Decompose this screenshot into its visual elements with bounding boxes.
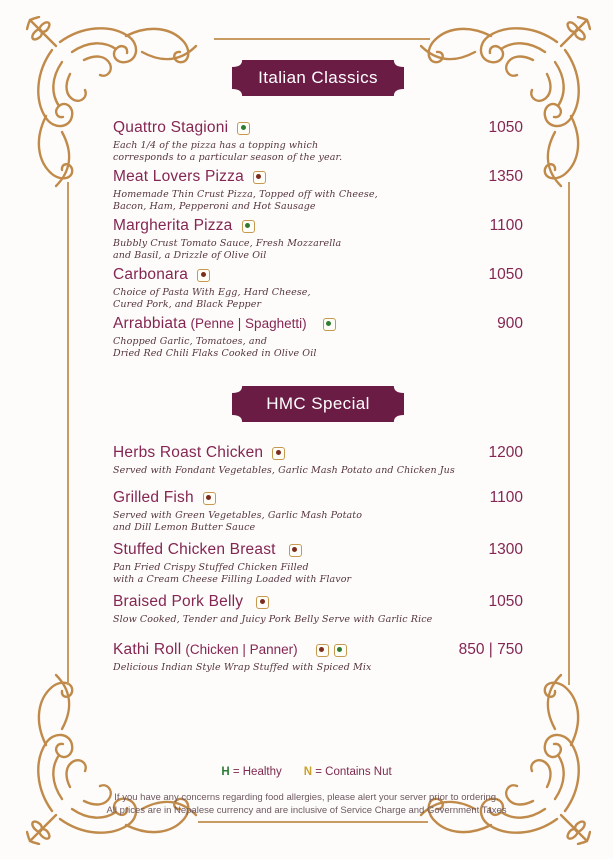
menu-item-meat-lovers-pizza xyxy=(113,167,523,213)
item-description xyxy=(113,238,341,262)
menu-item-arrabbiata xyxy=(113,314,523,360)
item-info xyxy=(113,488,362,534)
nut-label: = Contains Nut xyxy=(315,766,392,778)
item-title-row xyxy=(113,540,351,560)
item-price: 1300 xyxy=(488,541,523,558)
allergy-note: If you have any concerns regarding food allergies, please alert your server prior to ordering. xyxy=(114,792,499,803)
item-description xyxy=(113,336,336,360)
section-banner-hmc-special xyxy=(232,386,404,422)
desc-line: Bacon, Ham, Pepperoni and Hot Sausage xyxy=(113,201,316,212)
item-name: Arrabbiata xyxy=(113,315,187,332)
legend xyxy=(0,766,613,778)
item-info xyxy=(113,540,351,586)
menu-item-grilled-fish xyxy=(113,488,523,534)
item-name: Grilled Fish xyxy=(113,489,194,506)
nut-symbol: N xyxy=(303,766,313,778)
section-title: HMC Special xyxy=(266,394,370,413)
pricing-note: All prices are in Nepalese currency and are inclusive of Service Charge and Government Taxes xyxy=(106,805,507,816)
legend-nut xyxy=(304,766,392,778)
healthy-symbol: H xyxy=(221,766,230,778)
item-description xyxy=(113,562,351,586)
desc-line: and Dill Lemon Butter Sauce xyxy=(113,522,256,533)
item-name: Meat Lovers Pizza xyxy=(113,168,244,185)
nonveg-indicator-icon xyxy=(316,644,329,657)
nonveg-indicator-icon xyxy=(256,596,269,609)
section-title: Italian Classics xyxy=(258,68,378,87)
menu-item-herbs-roast-chicken xyxy=(113,443,523,477)
corner-flourish-icon xyxy=(26,673,198,845)
left-border-line xyxy=(67,182,69,685)
item-name: Margherita Pizza xyxy=(113,217,233,234)
footnotes xyxy=(0,791,613,817)
item-price: 900 xyxy=(497,315,523,332)
menu-item-kathi-roll xyxy=(113,640,523,674)
veg-indicator-icon xyxy=(237,122,250,135)
item-price: 1050 xyxy=(488,593,523,610)
menu-item-quattro-stagioni xyxy=(113,118,523,164)
veg-indicator-icon xyxy=(242,220,255,233)
item-info xyxy=(113,265,311,311)
veg-indicator-icon xyxy=(323,318,336,331)
desc-line: Slow Cooked, Tender and Juicy Pork Belly Serve with Garlic Rice xyxy=(113,614,433,625)
desc-line: Served with Fondant Vegetables, Garlic Mash Potato and Chicken Jus xyxy=(113,465,455,476)
desc-line: Pan Fried Crispy Stuffed Chicken Filled xyxy=(113,562,309,573)
item-name: Quattro Stagioni xyxy=(113,119,229,136)
item-name: Carbonara xyxy=(113,266,189,283)
item-info xyxy=(113,443,455,477)
menu-item-braised-pork-belly xyxy=(113,592,523,626)
desc-line: Bubbly Crust Tomato Sauce, Fresh Mozzarella xyxy=(113,238,342,249)
item-price: 1200 xyxy=(488,444,523,461)
item-variant: (Chicken | Panner) xyxy=(185,642,298,657)
desc-line: Delicious Indian Style Wrap Stuffed with Spiced Mix xyxy=(113,662,372,673)
desc-line: Choice of Pasta With Egg, Hard Cheese, xyxy=(113,287,311,298)
item-variant: (Penne | Spaghetti) xyxy=(190,316,307,331)
item-description xyxy=(113,189,378,213)
item-price: 850 | 750 xyxy=(458,641,523,658)
item-price: 1100 xyxy=(489,489,523,506)
desc-line: and Basil, a Drizzle of Olive Oil xyxy=(113,250,267,261)
item-info xyxy=(113,640,371,674)
item-description xyxy=(113,510,362,534)
desc-line: Served with Green Vegetables, Garlic Mash Potato xyxy=(113,510,363,521)
right-border-line xyxy=(568,182,570,685)
healthy-label: = Healthy xyxy=(232,766,282,778)
item-info xyxy=(113,314,336,360)
item-description xyxy=(113,614,432,626)
menu-item-stuffed-chicken-breast xyxy=(113,540,523,586)
item-description xyxy=(113,662,371,674)
section-banner-italian-classics xyxy=(232,60,404,96)
item-title-row xyxy=(113,216,341,236)
item-title-row xyxy=(113,592,432,612)
item-price: 1350 xyxy=(488,168,523,185)
section-items-hmc xyxy=(113,443,523,674)
item-name: Herbs Roast Chicken xyxy=(113,444,264,461)
desc-line: Cured Pork, and Black Pepper xyxy=(113,299,262,310)
item-description xyxy=(113,140,342,164)
item-info xyxy=(113,592,432,626)
desc-line: Dried Red Chili Flaks Cooked in Olive Oil xyxy=(113,348,317,359)
nonveg-indicator-icon xyxy=(289,544,302,557)
item-price: 1050 xyxy=(488,119,523,136)
item-title-row xyxy=(113,167,378,187)
item-name: Braised Pork Belly xyxy=(113,593,244,610)
section-items-italian xyxy=(113,118,523,360)
item-title-row xyxy=(113,488,362,508)
item-title-row xyxy=(113,314,336,334)
item-description xyxy=(113,465,455,477)
item-info xyxy=(113,216,341,262)
veg-indicator-icon xyxy=(334,644,347,657)
item-price: 1050 xyxy=(488,266,523,283)
item-info xyxy=(113,118,342,164)
menu-item-carbonara xyxy=(113,265,523,311)
menu-item-margherita-pizza xyxy=(113,216,523,262)
desc-line: Homemade Thin Crust Pizza, Topped off with Cheese, xyxy=(113,189,378,200)
nonveg-indicator-icon xyxy=(203,492,216,505)
item-price: 1100 xyxy=(489,217,523,234)
item-title-row xyxy=(113,443,455,463)
item-title-row xyxy=(113,640,371,660)
desc-line: Chopped Garlic, Tomatoes, and xyxy=(113,336,268,347)
nonveg-indicator-icon xyxy=(272,447,285,460)
item-title-row xyxy=(113,118,342,138)
desc-line: corresponds to a particular season of the year. xyxy=(113,152,343,163)
nonveg-indicator-icon xyxy=(197,269,210,282)
desc-line: with a Cream Cheese Filling Loaded with Flavor xyxy=(113,574,352,585)
item-title-row xyxy=(113,265,311,285)
legend-healthy xyxy=(221,766,281,778)
desc-line: Each 1/4 of the pizza has a topping which xyxy=(113,140,319,151)
item-description xyxy=(113,287,311,311)
item-info xyxy=(113,167,378,213)
item-name: Kathi Roll xyxy=(113,641,182,658)
bottom-divider xyxy=(198,821,428,823)
item-name: Stuffed Chicken Breast xyxy=(113,541,276,558)
corner-flourish-icon xyxy=(419,673,591,845)
nonveg-indicator-icon xyxy=(253,171,266,184)
menu-content xyxy=(113,0,523,674)
